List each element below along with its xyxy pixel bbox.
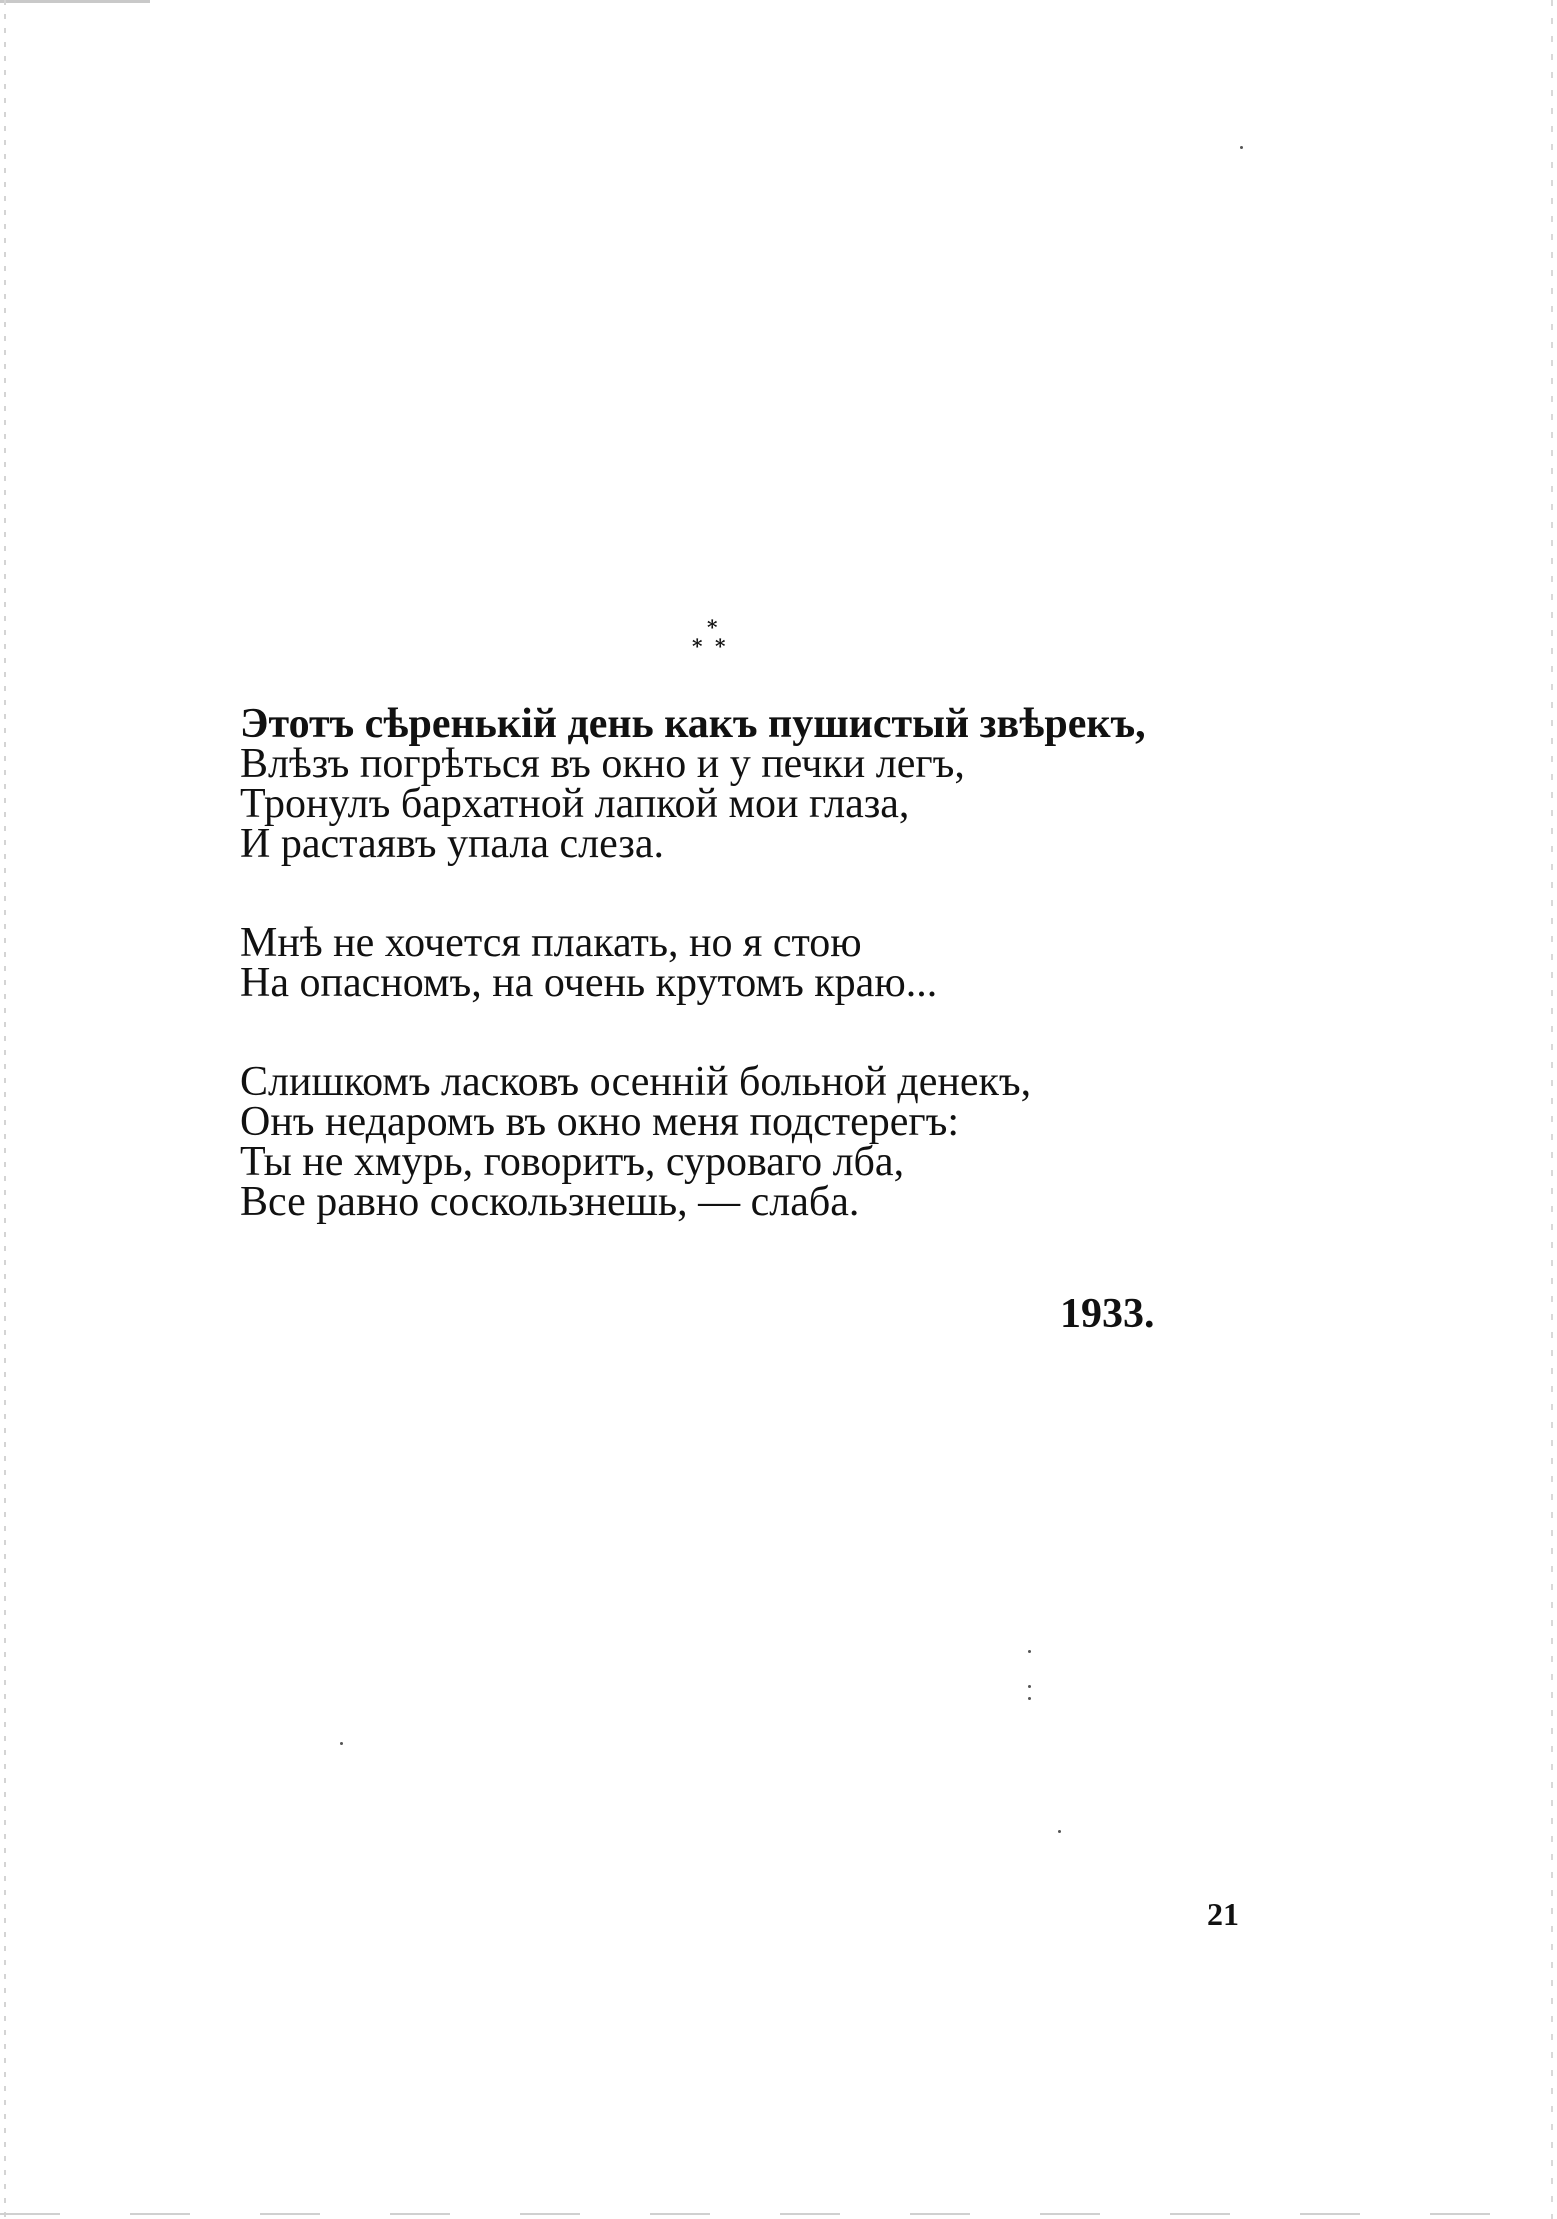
- asterism-ornament: [692, 615, 740, 668]
- asterism-star-top: *: [707, 615, 718, 639]
- scan-speck: [1240, 146, 1243, 149]
- poem-line: И растаявъ упала слеза.: [240, 821, 665, 867]
- scan-speck: [1028, 1697, 1031, 1700]
- poem-line: Этотъ сѣренькій день какъ пушистый звѣрекъ,: [240, 701, 1146, 747]
- poem-line: Влѣзъ погрѣться въ окно и у печки легъ,: [240, 741, 965, 787]
- asterism-star-left: *: [692, 634, 703, 658]
- stanza-1: [240, 701, 1250, 867]
- scan-edge-right: [1551, 0, 1553, 2219]
- scan-speck: [1028, 1650, 1031, 1653]
- poem-date: 1933.: [1060, 1291, 1155, 1337]
- poem-line: Ты не хмурь, говоритъ, суроваго лба,: [240, 1139, 905, 1185]
- poem-line: На опасномъ, на очень крутомъ краю...: [240, 960, 938, 1006]
- scan-speck: [340, 1742, 343, 1745]
- poem: [240, 701, 1250, 1281]
- scan-edge-top: [0, 0, 150, 3]
- scan-speck: [1058, 1830, 1061, 1833]
- scan-speck: [1028, 1685, 1031, 1688]
- poem-line: Все равно соскользнешь, — слаба.: [240, 1179, 860, 1225]
- scan-edge-left: [4, 0, 6, 2219]
- page-number: 21: [1207, 1896, 1239, 1932]
- poem-line: Мнѣ не хочется плакать, но я стою: [240, 920, 862, 966]
- poem-line: Тронулъ бархатной лапкой мои глаза,: [240, 781, 910, 827]
- stanza-2: [240, 920, 1250, 1006]
- stanza-3: [240, 1059, 1250, 1225]
- asterism-star-right: *: [715, 634, 726, 658]
- scan-edge-bottom: [0, 2213, 1557, 2215]
- poem-line: Слишкомъ ласковъ осенній больной денекъ,: [240, 1059, 1032, 1105]
- poem-line: Онъ недаромъ въ окно меня подстерегъ:: [240, 1099, 960, 1145]
